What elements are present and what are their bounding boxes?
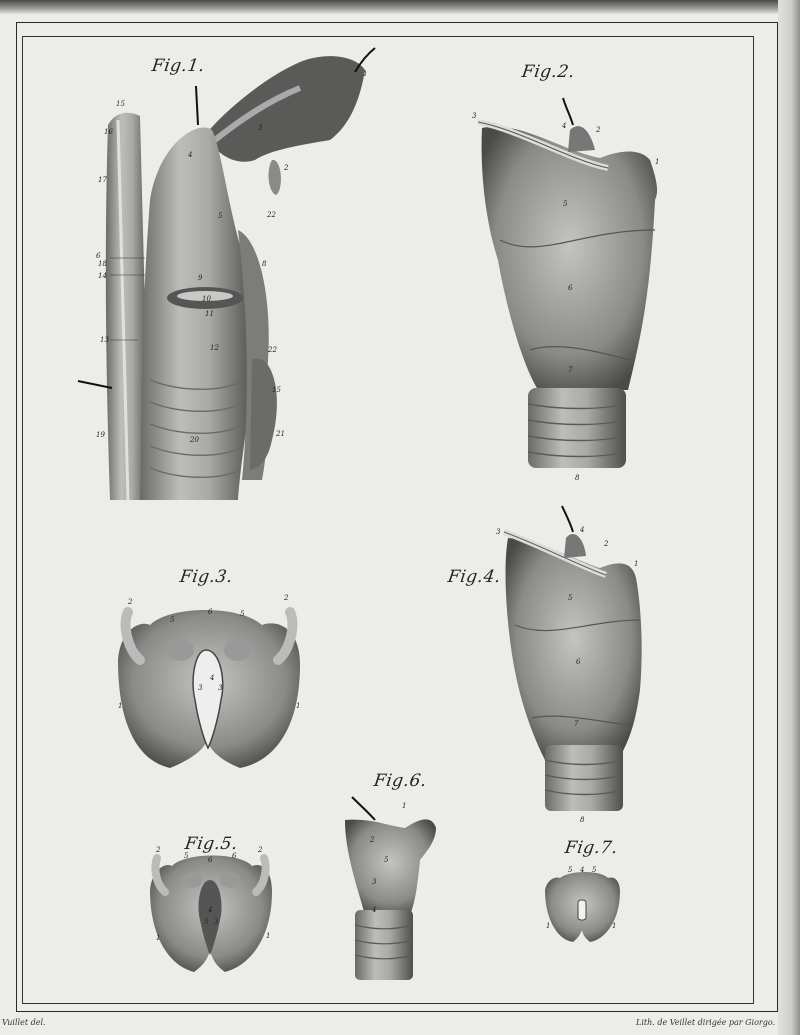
draftsman-credit: Vuillet del. xyxy=(2,1018,46,1027)
fig7-label: Fig.7. xyxy=(563,838,620,858)
svg-text:4: 4 xyxy=(188,151,193,159)
svg-text:1: 1 xyxy=(266,932,271,940)
svg-text:5: 5 xyxy=(218,212,223,220)
svg-text:15: 15 xyxy=(116,100,125,108)
svg-text:6: 6 xyxy=(96,252,101,260)
svg-text:5: 5 xyxy=(592,866,597,874)
svg-text:6: 6 xyxy=(576,658,581,666)
svg-text:8: 8 xyxy=(575,474,580,482)
svg-text:1: 1 xyxy=(363,70,368,78)
svg-text:3: 3 xyxy=(214,918,219,926)
svg-text:7: 7 xyxy=(574,720,579,728)
fig3-larynx-superior xyxy=(118,594,300,768)
svg-text:2: 2 xyxy=(284,164,289,172)
svg-text:22: 22 xyxy=(268,346,277,354)
svg-text:5: 5 xyxy=(240,610,245,618)
svg-text:12: 12 xyxy=(210,344,219,352)
svg-text:3: 3 xyxy=(472,112,477,120)
svg-text:2: 2 xyxy=(128,598,133,606)
svg-text:1: 1 xyxy=(118,702,123,710)
fig6-larynx-lateral xyxy=(345,797,436,980)
fig6-label: Fig.6. xyxy=(372,771,429,791)
svg-text:1: 1 xyxy=(546,922,551,930)
svg-text:2: 2 xyxy=(596,126,601,134)
svg-text:11: 11 xyxy=(205,310,214,318)
svg-text:2: 2 xyxy=(284,594,289,602)
fig7-larynx-superior xyxy=(545,866,620,942)
fig2-larynx-lateral xyxy=(472,98,659,482)
svg-text:3: 3 xyxy=(372,878,377,886)
svg-text:6: 6 xyxy=(208,856,213,864)
svg-text:1: 1 xyxy=(634,560,639,568)
svg-text:9: 9 xyxy=(198,274,203,282)
svg-text:5: 5 xyxy=(568,866,573,874)
svg-text:8: 8 xyxy=(262,260,267,268)
svg-text:1: 1 xyxy=(655,158,660,166)
svg-text:1: 1 xyxy=(402,802,407,810)
svg-text:3: 3 xyxy=(198,684,203,692)
fig5-label: Fig.5. xyxy=(183,834,240,854)
svg-text:2: 2 xyxy=(258,846,263,854)
svg-text:5: 5 xyxy=(170,616,175,624)
svg-text:1: 1 xyxy=(612,922,617,930)
fig1-larynx-section xyxy=(78,48,375,500)
svg-text:20: 20 xyxy=(190,436,199,444)
svg-text:5: 5 xyxy=(184,852,189,860)
fig3-label: Fig.3. xyxy=(178,567,235,587)
svg-text:4: 4 xyxy=(580,526,585,534)
svg-text:5: 5 xyxy=(384,856,389,864)
svg-text:5: 5 xyxy=(204,918,209,926)
svg-text:6: 6 xyxy=(568,284,573,292)
svg-text:3: 3 xyxy=(496,528,501,536)
svg-text:2: 2 xyxy=(156,846,161,854)
svg-text:4: 4 xyxy=(372,906,377,914)
svg-text:4: 4 xyxy=(580,866,585,874)
svg-text:6: 6 xyxy=(232,852,237,860)
fig4-larynx-lateral xyxy=(496,506,642,824)
svg-text:13: 13 xyxy=(100,336,109,344)
svg-text:22: 22 xyxy=(267,211,276,219)
svg-text:10: 10 xyxy=(202,295,211,303)
svg-text:4: 4 xyxy=(210,674,215,682)
fig1-label: Fig.1. xyxy=(150,56,207,76)
svg-text:4: 4 xyxy=(562,122,567,130)
svg-text:4: 4 xyxy=(208,906,213,914)
svg-text:16: 16 xyxy=(104,128,113,136)
svg-text:21: 21 xyxy=(276,430,285,438)
svg-text:1: 1 xyxy=(296,702,301,710)
svg-text:18: 18 xyxy=(98,260,107,268)
lithographer-credit: Lith. de Veillet dirigée par Giorgo. xyxy=(636,1018,776,1027)
svg-text:3: 3 xyxy=(258,124,263,132)
svg-text:19: 19 xyxy=(96,431,105,439)
fig5-larynx-superior xyxy=(150,846,272,972)
svg-text:8: 8 xyxy=(580,816,585,824)
svg-text:1: 1 xyxy=(156,934,161,942)
svg-text:7: 7 xyxy=(568,366,573,374)
svg-text:5: 5 xyxy=(568,594,573,602)
svg-text:15: 15 xyxy=(272,386,281,394)
svg-text:14: 14 xyxy=(98,272,107,280)
fig2-label: Fig.2. xyxy=(520,62,577,82)
svg-text:17: 17 xyxy=(98,176,107,184)
svg-text:6: 6 xyxy=(208,608,213,616)
fig4-label: Fig.4. xyxy=(446,567,503,587)
svg-text:5: 5 xyxy=(563,200,568,208)
svg-text:3: 3 xyxy=(218,684,223,692)
svg-text:2: 2 xyxy=(604,540,609,548)
svg-text:2: 2 xyxy=(370,836,375,844)
